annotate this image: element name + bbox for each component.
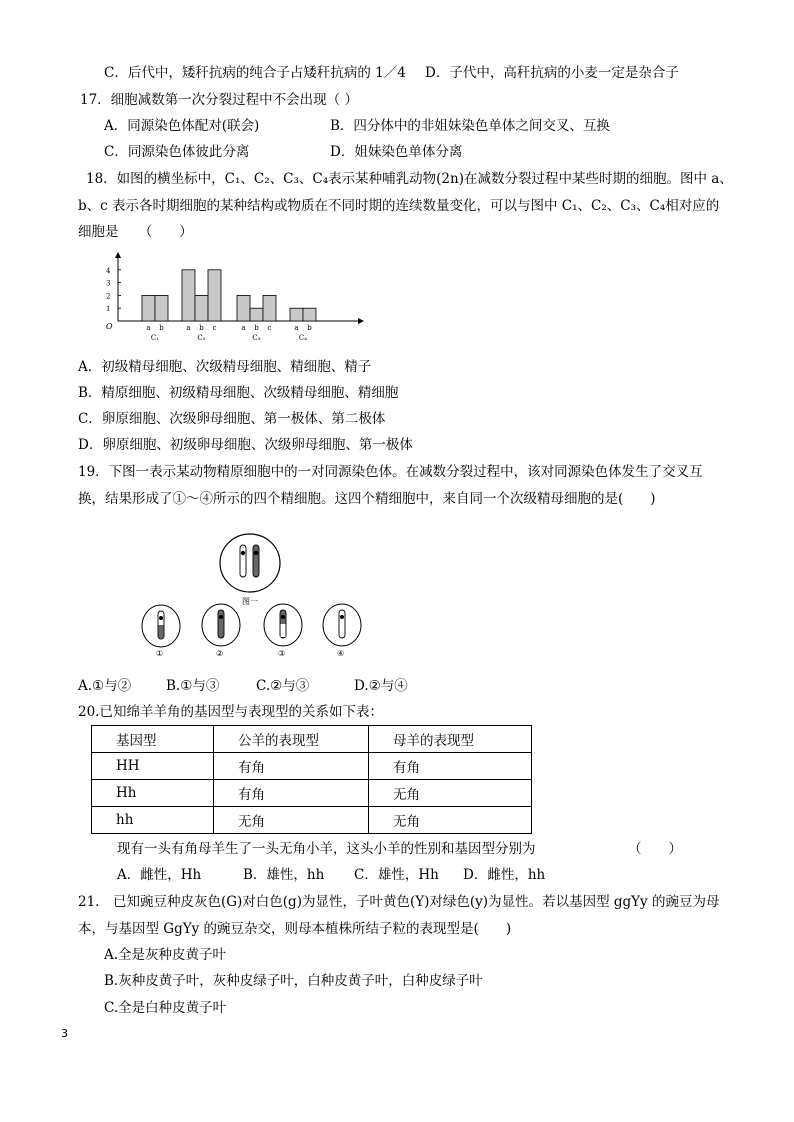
- table-header-cell: 基因型: [92, 726, 214, 753]
- q19-option-d: D.②与④: [354, 678, 408, 694]
- cell-label-2: ②: [216, 649, 224, 658]
- figure1-caption: 图一: [242, 597, 258, 606]
- group-label: C₁: [150, 334, 160, 342]
- q18-bar-chart: [100, 252, 370, 344]
- group-label: C₄: [298, 334, 308, 342]
- table-row: [92, 753, 532, 780]
- q18-option-c: C．卵原细胞、次级卵母细胞、第一极体、第二极体: [78, 411, 386, 427]
- table-header-row: [92, 726, 532, 753]
- bar-a: [142, 295, 155, 321]
- q20-question: 现有一头有角母羊生了一头无角小羊，这头小羊的性别和基因型分别为: [117, 841, 536, 857]
- table-cell: 无角: [369, 780, 532, 807]
- q21-option-a: A.全是灰种皮黄子叶: [104, 947, 227, 963]
- bar-a: [290, 308, 303, 321]
- table-header-cell: 母羊的表现型: [369, 726, 532, 753]
- q20-answer-paren: （ ）: [628, 841, 682, 857]
- q17-option-b: B．四分体中的非姐妹染色单体之间交叉、互换: [330, 118, 610, 134]
- cell-label-3: ③: [278, 649, 286, 658]
- q19-option-b: B.①与③: [166, 678, 220, 694]
- bar-b: [195, 295, 208, 321]
- bar-letter-label: b: [159, 324, 164, 332]
- q17-option-a: A．同源染色体配对(联会): [104, 118, 260, 134]
- q16-option-c: C．后代中，矮秆抗病的纯合子占矮秆抗病的 1／4: [104, 65, 406, 81]
- bar-letter-label: a: [241, 324, 246, 332]
- table-cell: 有角: [214, 780, 369, 807]
- group-label: C₃: [252, 334, 261, 342]
- figure1-chromosome-pair: [240, 545, 259, 577]
- sperm-cell-2: [202, 604, 240, 646]
- bar-letter-label: c: [212, 324, 217, 332]
- origin-label: O: [106, 322, 113, 331]
- table-cell: Hh: [92, 780, 214, 807]
- bar-b: [155, 295, 168, 321]
- q20-option-d: D．雌性，hh: [463, 867, 546, 883]
- bar-letter-label: c: [267, 324, 272, 332]
- y-tick-label: 1: [106, 305, 111, 314]
- bar-letter-label: a: [294, 324, 299, 332]
- q17-stem: 17．细胞减数第一次分裂过程中不会出现（ ）: [80, 92, 358, 108]
- y-tick-label: 3: [106, 279, 111, 288]
- q16-option-d: D．子代中，高秆抗病的小麦一定是杂合子: [425, 65, 679, 81]
- q19-chromosome-figure: [132, 525, 368, 660]
- q19-option-a: A.①与②: [78, 678, 132, 694]
- table-cell: hh: [92, 807, 214, 834]
- table-cell: 无角: [369, 807, 532, 834]
- bar-a: [237, 295, 250, 321]
- q18-option-a: A．初级精母细胞、次级精母细胞、精细胞、精子: [78, 359, 372, 375]
- q20-option-a: A．雌性，Hh: [117, 867, 202, 883]
- q17-option-c: C．同源染色体彼此分离: [104, 144, 250, 160]
- table-header-cell: 公羊的表现型: [214, 726, 369, 753]
- q19-stem-line1: 19．下图一表示某动物精原细胞中的一对同源染色体。在减数分裂过程中，该对同源染色体发生了交叉互: [78, 464, 703, 480]
- bar-letter-label: b: [254, 324, 259, 332]
- bar-b: [303, 308, 316, 321]
- genotype-table: [91, 725, 532, 834]
- q20-option-c: C．雄性，Hh: [354, 867, 439, 883]
- q18-stem-line3: 细胞是 （ ）: [78, 224, 193, 240]
- table-cell: HH: [92, 753, 214, 780]
- cell-label-1: ①: [156, 649, 164, 658]
- bar-letter-label: a: [186, 324, 191, 332]
- table-row: [92, 807, 532, 834]
- cell-label-4: ④: [337, 649, 345, 658]
- table-row: [92, 780, 532, 807]
- q19-option-c: C.②与③: [256, 678, 310, 694]
- bar-letter-label: b: [307, 324, 312, 332]
- q21-option-b: B.灰种皮黄子叶，灰种皮绿子叶，白种皮黄子叶，白种皮绿子叶: [104, 973, 483, 989]
- q18-option-b: B．精原细胞、初级精母细胞、次级精母细胞、精细胞: [78, 385, 399, 401]
- bar-c: [263, 295, 276, 321]
- q21-stem-line2: 本，与基因型 GgYy 的豌豆杂交，则母本植株所结子粒的表现型是( ): [78, 921, 512, 937]
- q20-option-b: B．雄性，hh: [243, 867, 325, 883]
- sperm-cell-4: [323, 604, 361, 646]
- figure1-cell: [220, 534, 280, 592]
- bar-letter-label: a: [146, 324, 151, 332]
- q19-stem-line2: 换，结果形成了①～④所示的四个精细胞。这四个精细胞中，来自同一个次级精母细胞的是( ): [78, 491, 656, 507]
- page-number: 3: [61, 1027, 68, 1040]
- q18-stem-line1: 18．如图的横坐标中，C₁、C₂、C₃、C₄表示某种哺乳动物(2n)在减数分裂过程中某些时期的细胞。图中 a、: [86, 171, 733, 187]
- y-tick-label: 4: [106, 266, 111, 275]
- q20-stem: 20.已知绵羊羊角的基因型与表现型的关系如下表：: [78, 704, 383, 720]
- q17-option-d: D．姐妹染色单体分离: [330, 144, 463, 160]
- x-axis-arrow: [358, 318, 364, 324]
- y-tick-label: 2: [106, 292, 111, 301]
- sperm-cell-1: [142, 605, 180, 647]
- q18-option-d: D．卵原细胞、初级卵母细胞、次级卵母细胞、第一极体: [78, 437, 413, 453]
- table-cell: 有角: [369, 753, 532, 780]
- bar-a: [182, 270, 195, 321]
- sperm-cell-3: [264, 604, 302, 646]
- y-axis-arrow: [115, 252, 121, 258]
- bar-letter-label: b: [199, 324, 204, 332]
- q21-option-c: C.全是白种皮黄子叶: [104, 1000, 227, 1016]
- table-cell: 有角: [214, 753, 369, 780]
- group-label: C₂: [197, 334, 206, 342]
- bar-c: [208, 270, 221, 321]
- table-cell: 无角: [214, 807, 369, 834]
- bar-b: [250, 308, 263, 321]
- q21-stem-line1: 21. 已知豌豆种皮灰色(G)对白色(g)为显性，子叶黄色(Y)对绿色(y)为显性。若以基因型 ggYy 的豌豆为母: [78, 894, 720, 910]
- q18-stem-line2: b、c 表示各时期细胞的某种结构或物质在不同时期的连续数量变化，可以与图中 C₁、C₂、C₃、C₄相对应的: [78, 198, 720, 214]
